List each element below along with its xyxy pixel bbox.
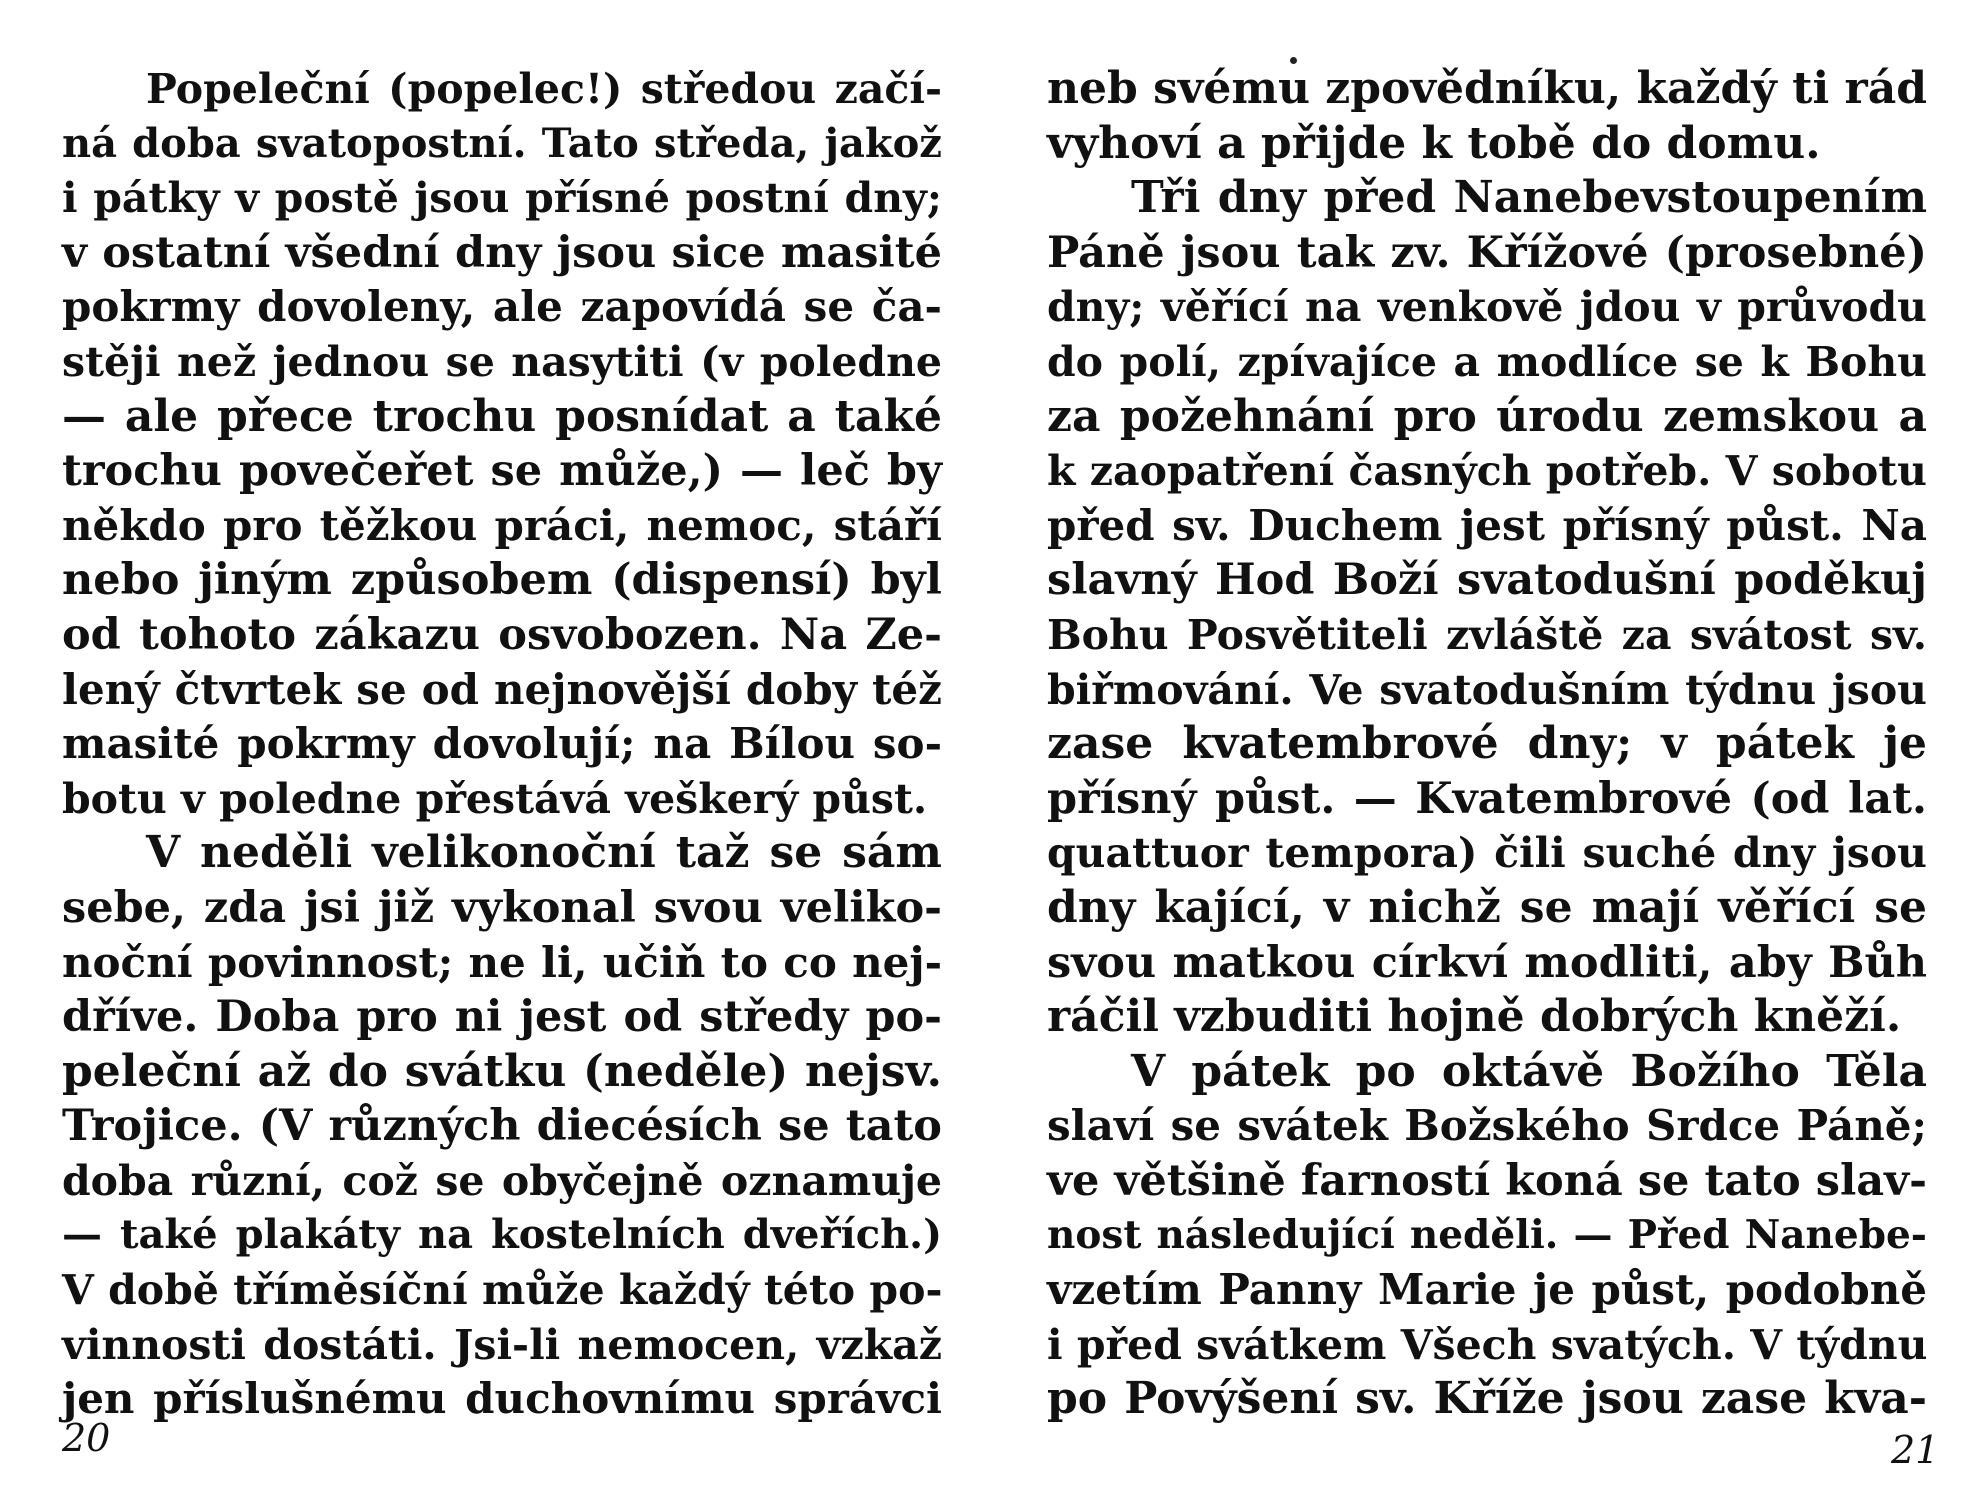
text-line: i před svátkem Všech svatých. V týdnu [1047, 1320, 1928, 1369]
text-line: za požehnání pro úrodu zemskou a [1047, 390, 1927, 442]
text-line: dny; věřící na venkově jdou v průvodu [1047, 283, 1927, 332]
text-line: někdo pro těžkou práci, nemoc, stáří [62, 500, 942, 550]
text-line: dny kající, v nichž se mají věřící se [1047, 881, 1927, 933]
text-line: V pátek po oktávě Božího Těla [1131, 1045, 1927, 1097]
text-line: Trojice. (V různých diecésích se tato [62, 1101, 942, 1152]
text-line: slaví se svátek Božského Srdce Páně; [1047, 1101, 1927, 1151]
left-text-column [62, 62, 942, 1427]
text-line: nebo jiným způsobem (dispensí) byl [62, 555, 942, 606]
text-line: před sv. Duchem jest přísný půst. Na [1047, 500, 1927, 550]
text-line: — ale přece trochu posnídat a také [62, 390, 942, 442]
text-line: Popeleční (popelec!) středou začí- [146, 65, 942, 113]
text-line: od tohoto zákazu osvobozen. Na Ze- [62, 609, 942, 660]
text-line: vzetím Panny Marie je půst, podobně [1047, 1265, 1927, 1315]
text-line: biřmování. Ve svatodušním týdnu jsou [1047, 665, 1927, 714]
page-number: 20 [62, 1416, 111, 1460]
text-line: ná doba svatopostní. Tato středa, jakož [62, 119, 942, 167]
text-line: přísný půst. — Kvatembrové (od lat. [1047, 773, 1927, 824]
text-line: nost následující neděli. — Před Nanebe- [1047, 1212, 1927, 1259]
text-line: v ostatní všední dny jsou sice masité [62, 227, 942, 278]
text-line: sebe, zda jsi již vykonal svou veliko- [62, 882, 942, 933]
text-line: vyhoví a přijde k tobě do domu. [1047, 117, 1821, 169]
right-text-column [1047, 62, 1927, 1427]
text-line: k zaopatření časných potřeb. V sobotu [1047, 447, 1927, 496]
text-line: neb svému zpovědníku, každý ti rád [1047, 63, 1927, 114]
text-line: trochu povečeřet se může,) — leč by [62, 446, 942, 497]
text-line: ráčil vzbuditi hojně dobrých kněží. [1047, 991, 1902, 1043]
text-line: slavný Hod Boží svatodušní poděkuj [1047, 555, 1927, 606]
text-line: dříve. Doba pro ni jest od středy po- [62, 992, 942, 1043]
text-line: do polí, zpívajíce a modlíce se k Bohu [1047, 337, 1927, 386]
text-line: Páně jsou tak zv. Křížové (prosebné) [1047, 227, 1927, 278]
text-line: vinnosti dostáti. Jsi-li nemocen, vzkaž [62, 1320, 942, 1369]
text-line: botu v poledne přestává veškerý půst. [62, 774, 928, 823]
text-line: noční povinnost; ne li, učiň to co nej- [62, 937, 942, 987]
text-line: masité pokrmy dovolují; na Bílou so- [62, 719, 942, 769]
page-number: 21 [1891, 1428, 1940, 1472]
text-line: zase kvatembrové dny; v pátek je [1047, 718, 1927, 770]
text-line: po Povýšení sv. Kříže jsou zase kva- [1047, 1373, 1927, 1425]
text-line: Tři dny před Nanebevstoupením [1131, 172, 1927, 224]
text-line: Bohu Posvětiteli zvláště za svátost sv. [1047, 610, 1927, 659]
text-line: V neděli velikonoční taž se sám [146, 827, 942, 879]
text-line: i pátky v postě jsou přísné postní dny; [62, 174, 942, 223]
text-line: ve většině farností koná se tato slav- [1047, 1155, 1927, 1206]
text-line: stěji než jednou se nasytiti (v poledne [62, 337, 942, 386]
text-line: V době tříměsíční může každý této po- [62, 1266, 943, 1315]
text-line: lený čtvrtek se od nejnovější doby též [62, 664, 942, 714]
text-line: pokrmy dovoleny, ale zapovídá se ča- [62, 282, 942, 332]
text-line: quattuor tempora) čili suché dny jsou [1047, 829, 1927, 878]
text-line: svou matkou církví modliti, aby Bůh [1047, 937, 1927, 988]
right-page [989, 0, 1978, 1500]
text-line: doba různí, což se obyčejně oznamuje [62, 1156, 942, 1205]
text-line: jen příslušnému duchovnímu správci [62, 1374, 942, 1424]
text-line: — také plakáty na kostelních dveřích.) [62, 1211, 942, 1259]
text-line: peleční až do svátku (neděle) nejsv. [62, 1045, 942, 1097]
